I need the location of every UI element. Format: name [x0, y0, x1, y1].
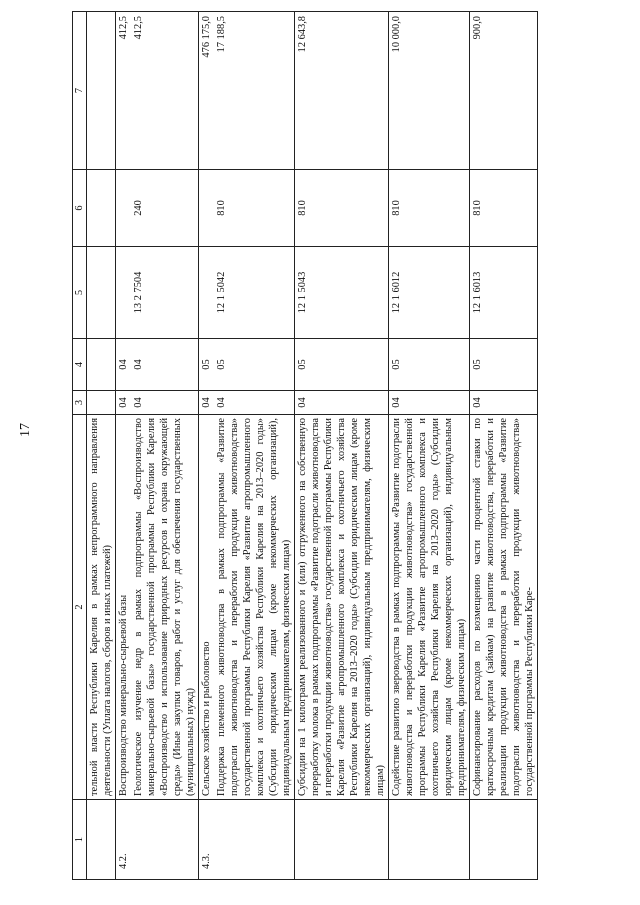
header-col-5: 5: [73, 247, 87, 339]
row-section-code: 04: [389, 391, 470, 415]
row-expense-type: 810: [214, 170, 295, 247]
table-row: [199, 12, 215, 880]
row-subsection-code: 05: [295, 339, 389, 391]
table-row: [116, 12, 132, 880]
row-section-code: 04: [214, 391, 295, 415]
table-row: [295, 12, 389, 880]
row-amount: 900,0: [470, 12, 538, 170]
row-name: тельной власти Республики Карелия в рамках непрограммного направления деятельности (Уплата налогов, сборов и иных платежей): [87, 415, 116, 800]
row-number: 4.2.: [116, 800, 132, 880]
row-amount: 17 188,5: [214, 12, 295, 170]
table-row: [131, 12, 199, 880]
row-number: 4.3.: [199, 800, 215, 880]
row-target-code: 12 1 5043: [295, 247, 389, 339]
row-target-code: [87, 247, 116, 339]
table-row: [470, 12, 538, 880]
header-col-1: 1: [73, 800, 87, 880]
row-name: Содействие развитию звероводства в рамках подпрограммы «Развитие подотрасли животноводства и переработки продукции животноводства» государственной программы Республики Карелия «Развитие агропромышленного комплекса и охотничьего хозяйства Республики Карелия на 2013–2020 годы» (Субсидии юридическим лицам (кроме некоммерческих организаций), индивидуальным предпринимателям, физическим лицам): [389, 415, 470, 800]
row-name: Геологическое изучение недр в рамках подпрограммы «Воспроизводство минерально-сырьевой базы» государственной программы Республики Карелия «Воспроизводство и использование природных ресурсов и охрана окружающей среды» (Иные закупки товаров, работ и услуг для обеспечения государственных (муниципальных) нужд): [131, 415, 199, 800]
header-row: [73, 12, 87, 880]
row-expense-type: [116, 170, 132, 247]
row-amount: 412,5: [116, 12, 132, 170]
budget-table-page: [72, 12, 592, 880]
row-target-code: 12 1 6012: [389, 247, 470, 339]
budget-table: [72, 11, 538, 880]
row-amount: 476 175,0: [199, 12, 215, 170]
row-name: Субсидии на 1 килограмм реализованного и (или) отгруженного на собственную переработку молока в рамках подпрограммы «Развитие подотрасли животноводства и переработки продукции животноводства» государственной программы Республики Карелия «Развитие агропромышленного комплекса и охотничьего хозяйства Республики Карелия на 2013–2020 годы» (Субсидии юридическим лицам (кроме некоммерческих организаций), индивидуальным предпринимателям, физическим лицам): [295, 415, 389, 800]
row-number: [295, 800, 389, 880]
row-section-code: 04: [116, 391, 132, 415]
row-subsection-code: 04: [116, 339, 132, 391]
row-section-code: 04: [131, 391, 199, 415]
row-name: Поддержка племенного животноводства в рамках подпрограммы «Развитие подотрасли животноводства и переработки продукции животноводства» государственной программы Республики Карелия «Развитие агропромышленного комплекса и охотничьего хозяйства Республики Карелия на 2013–2020 годы» (Субсидии юридическим лицам (кроме некоммерческих организаций), индивидуальным предпринимателям, физическим лицам): [214, 415, 295, 800]
table-row: [87, 12, 116, 880]
row-expense-type: [87, 170, 116, 247]
row-target-code: 13 2 7504: [131, 247, 199, 339]
row-expense-type: 810: [389, 170, 470, 247]
row-section-code: 04: [199, 391, 215, 415]
row-section-code: [87, 391, 116, 415]
row-number: [131, 800, 199, 880]
row-section-code: 04: [295, 391, 389, 415]
row-expense-type: 810: [470, 170, 538, 247]
table-row: [389, 12, 470, 880]
row-name: Воспроизводство минерально-сырьевой базы: [116, 415, 132, 800]
row-subsection-code: 04: [131, 339, 199, 391]
row-subsection-code: [87, 339, 116, 391]
row-number: [87, 800, 116, 880]
row-subsection-code: 05: [470, 339, 538, 391]
row-name: Софинансирование расходов по возмещению части процентной ставки по краткосрочным кредитам (займам) на развитие животноводства, переработки и реализации продукции животноводства в рамках подпрограммы «Развитие подотрасли животноводства и переработки продукции животноводства» государственной программы Республики Каре-: [470, 415, 538, 800]
header-col-6: 6: [73, 170, 87, 247]
row-expense-type: 240: [131, 170, 199, 247]
row-subsection-code: 05: [389, 339, 470, 391]
header-col-7: 7: [73, 12, 87, 170]
row-expense-type: [199, 170, 215, 247]
page-number: 17: [18, 423, 33, 437]
row-expense-type: 810: [295, 170, 389, 247]
row-amount: 412,5: [131, 12, 199, 170]
row-name: Сельское хозяйство и рыболовство: [199, 415, 215, 800]
row-target-code: [199, 247, 215, 339]
header-col-3: 3: [73, 391, 87, 415]
row-number: [470, 800, 538, 880]
row-target-code: 12 1 6013: [470, 247, 538, 339]
header-col-2: 2: [73, 415, 87, 800]
row-target-code: 12 1 5042: [214, 247, 295, 339]
row-subsection-code: 05: [199, 339, 215, 391]
row-number: [389, 800, 470, 880]
row-amount: 10 000,0: [389, 12, 470, 170]
row-amount: 12 643,8: [295, 12, 389, 170]
row-amount: [87, 12, 116, 170]
header-col-4: 4: [73, 339, 87, 391]
row-subsection-code: 05: [214, 339, 295, 391]
row-number: [214, 800, 295, 880]
row-target-code: [116, 247, 132, 339]
row-section-code: 04: [470, 391, 538, 415]
table-row: [214, 12, 295, 880]
